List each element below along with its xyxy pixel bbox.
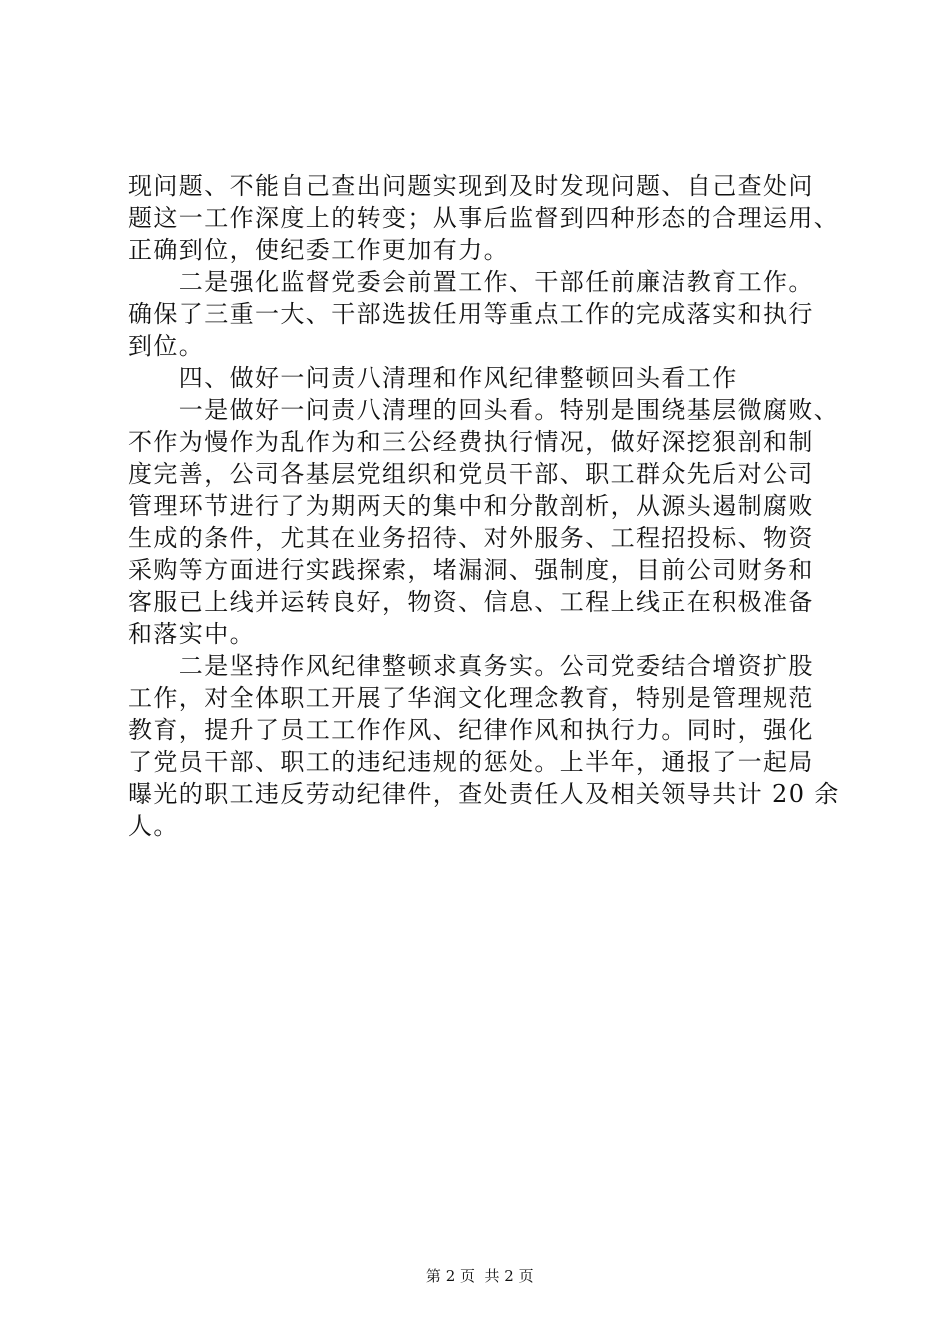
document-body xyxy=(128,170,840,842)
text-line: 采购等方面进行实践探索，堵漏洞、强制度，目前公司财务和 xyxy=(128,556,814,584)
text-line: 了党员干部、职工的违纪违规的惩处。上半年，通报了一起局 xyxy=(128,748,814,776)
text-line: 度完善，公司各基层党组织和党员干部、职工群众先后对公司 xyxy=(128,460,814,488)
text-line: 工作，对全体职工开展了华润文化理念教育，特别是管理规范 xyxy=(128,684,814,712)
page-footer xyxy=(0,1246,950,1286)
text-line: 人。 xyxy=(128,812,179,840)
text-line: 教育，提升了员工工作作风、纪律作风和执行力。同时，强化 xyxy=(128,716,814,744)
text-line: 管理环节进行了为期两天的集中和分散剖析，从源头遏制腐败 xyxy=(128,492,814,520)
text-line: 二是强化监督党委会前置工作、干部任前廉洁教育工作。 xyxy=(128,268,814,296)
page-indicator: 第 2 页 共 2 页 xyxy=(425,1267,534,1285)
text-line: 现问题、不能自己查出问题实现到及时发现问题、自己查处问 xyxy=(128,172,814,200)
text-line: 生成的条件，尤其在业务招待、对外服务、工程招投标、物资 xyxy=(128,524,814,552)
text-line: 客服已上线并运转良好，物资、信息、工程上线正在积极准备 xyxy=(128,588,814,616)
text-line: 正确到位，使纪委工作更加有力。 xyxy=(128,236,509,264)
text-line: 确保了三重一大、干部选拔任用等重点工作的完成落实和执行 xyxy=(128,300,814,328)
text-line: 一是做好一问责八清理的回头看。特别是围绕基层微腐败、 xyxy=(128,396,840,424)
section-heading: 四、做好一问责八清理和作风纪律整顿回头看工作 xyxy=(128,364,738,392)
text-line: 到位。 xyxy=(128,332,205,360)
text-line: 题这一工作深度上的转变；从事后监督到四种形态的合理运用、 xyxy=(128,204,840,232)
text-line: 二是坚持作风纪律整顿求真务实。公司党委结合增资扩股 xyxy=(128,652,814,680)
text-line: 和落实中。 xyxy=(128,620,255,648)
text-line: 曝光的职工违反劳动纪律件，查处责任人及相关领导共计 20 余 xyxy=(128,780,840,808)
text-line: 不作为慢作为乱作为和三公经费执行情况，做好深挖狠剖和制 xyxy=(128,428,814,456)
